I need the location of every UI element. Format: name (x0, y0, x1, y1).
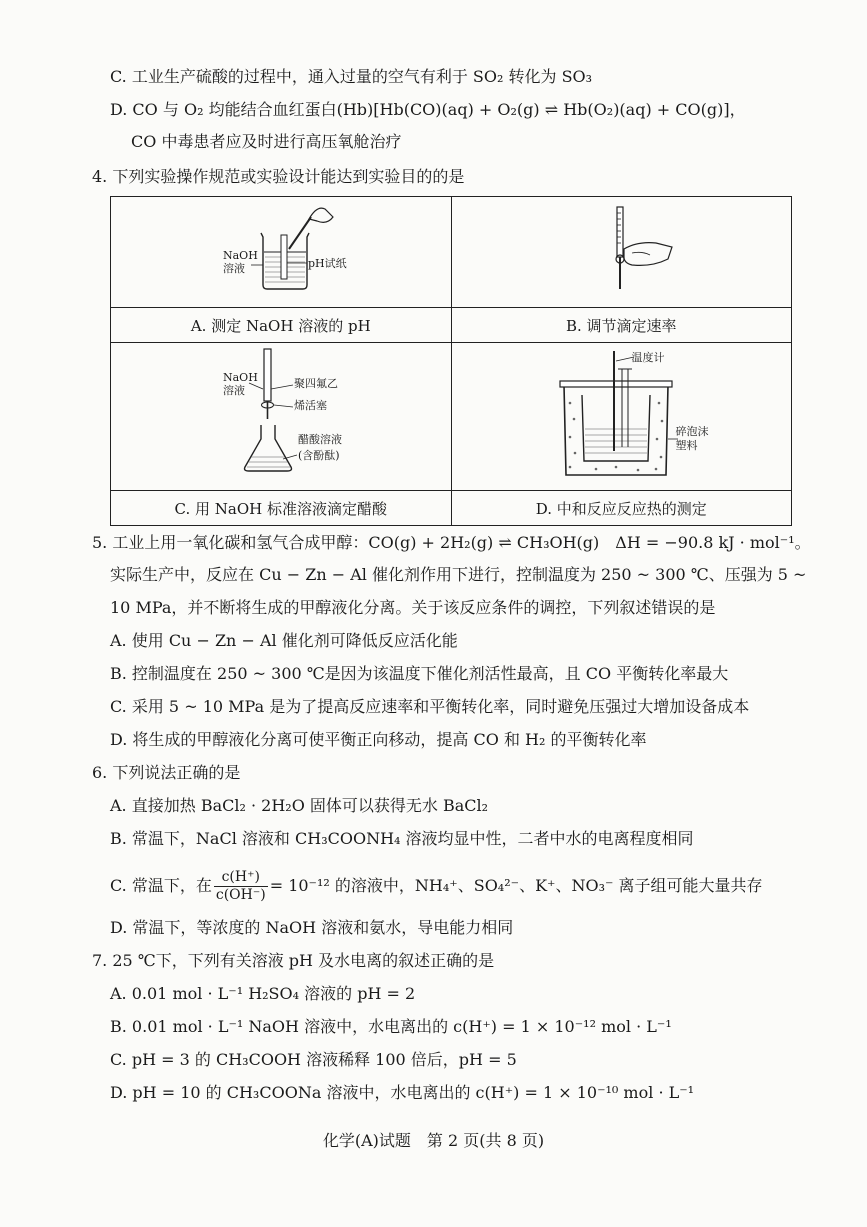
cell-b-figure (451, 197, 792, 308)
calorimeter-figure (456, 343, 786, 486)
q4-stem: 4. 下列实验操作规范或实验设计能达到实验目的的是 (92, 167, 465, 186)
q5-option-c: C. 采用 5 ~ 10 MPa 是为了提高反应速率和平衡转化率，同时避免压强过大增加设备成本 (110, 697, 750, 716)
fraction-numerator: c(H⁺) (214, 869, 268, 887)
page-footer: 化学(A)试题 第 2 页(共 8 页) (322, 1131, 545, 1150)
q5-option-a: A. 使用 Cu − Zn − Al 催化剂可降低反应活化能 (110, 631, 458, 650)
label-stopcock: 烯活塞 (294, 399, 327, 412)
q6-option-c-prefix: C. 常温下，在 (110, 876, 212, 895)
label-solution: 溶液 (223, 384, 245, 397)
ratio-fraction (214, 869, 268, 904)
q7-option-b: B. 0.01 mol · L⁻¹ NaOH 溶液中，水电离出的 c(H⁺) = 1 × 10⁻¹² mol · L⁻¹ (110, 1017, 672, 1036)
q6-option-c (110, 866, 763, 906)
q7-stem: 7. 25 ℃下，下列有关溶液 pH 及水电离的叙述正确的是 (92, 951, 495, 970)
q7-option-d: D. pH = 10 的 CH₃COONa 溶液中，水电离出的 c(H⁺) = 1 × 10⁻¹⁰ mol · L⁻¹ (110, 1083, 695, 1102)
q5-stem-line1: 5. 工业上用一氧化碳和氢气合成甲醇：CO(g) + 2H₂(g) ⇌ CH₃OH(g) ΔH = −90.8 kJ · mol⁻¹。 (92, 533, 811, 552)
burette-hand-figure (456, 197, 786, 303)
cell-a-caption: A. 测定 NaOH 溶液的 pH (111, 308, 452, 343)
fraction-denominator: c(OH⁻) (215, 887, 266, 903)
label-ph-paper: pH试纸 (308, 257, 347, 270)
label-naoh: NaOH (223, 249, 258, 262)
burette-flask-figure (111, 343, 451, 486)
beaker-ph-paper-figure (111, 197, 451, 303)
label-thermometer: 温度计 (631, 351, 665, 364)
cell-c-caption: C. 用 NaOH 标准溶液滴定醋酸 (111, 491, 452, 526)
q6-stem: 6. 下列说法正确的是 (92, 763, 241, 782)
label-naoh: NaOH (223, 371, 258, 384)
q5-stem-line2: 实际生产中，反应在 Cu − Zn − Al 催化剂作用下进行，控制温度为 250 ~ 300 ℃、压强为 5 ~ (110, 565, 807, 584)
q6-option-c-suffix: = 10⁻¹² 的溶液中，NH₄⁺、SO₄²⁻、K⁺、NO₃⁻ 离子组可能大量共存 (269, 876, 763, 895)
cell-c-figure (111, 343, 452, 491)
q5-stem-line3: 10 MPa，并不断将生成的甲醇液化分离。关于该反应条件的调控，下列叙述错误的是 (110, 598, 716, 617)
q6-option-b: B. 常温下，NaCl 溶液和 CH₃COONH₄ 溶液均显中性，二者中水的电离程度相同 (110, 829, 694, 848)
label-acetic-acid: 醋酸溶液 (298, 433, 342, 446)
label-plastic: 塑料 (675, 439, 698, 452)
label-ptfe: 聚四氟乙 (294, 377, 338, 390)
label-foam: 碎泡沫 (675, 425, 709, 438)
q7-option-a: A. 0.01 mol · L⁻¹ H₂SO₄ 溶液的 pH = 2 (110, 984, 416, 1003)
q7-option-c: C. pH = 3 的 CH₃COOH 溶液稀释 100 倍后，pH = 5 (110, 1050, 517, 1069)
q5-option-b: B. 控制温度在 250 ~ 300 ℃是因为该温度下催化剂活性最高，且 CO 平衡转化率最大 (110, 664, 729, 683)
label-solution: 溶液 (223, 262, 245, 275)
q6-option-a: A. 直接加热 BaCl₂ · 2H₂O 固体可以获得无水 BaCl₂ (110, 796, 489, 815)
label-phenolphthalein: (含酚酞) (298, 449, 340, 462)
q3-option-d-line1: D. CO 与 O₂ 均能结合血红蛋白(Hb)[Hb(CO)(aq) + O₂(g) ⇌ Hb(O₂)(aq) + CO(g)]， (110, 100, 746, 119)
q6-option-d: D. 常温下，等浓度的 NaOH 溶液和氨水，导电能力相同 (110, 918, 514, 937)
q5-option-d: D. 将生成的甲醇液化分离可使平衡正向移动，提高 CO 和 H₂ 的平衡转化率 (110, 730, 647, 749)
q3-option-d-line2: CO 中毒患者应及时进行高压氧舱治疗 (131, 132, 402, 151)
q3-option-c: C. 工业生产硫酸的过程中，通入过量的空气有利于 SO₂ 转化为 SO₃ (110, 67, 593, 86)
q4-experiment-table (110, 196, 792, 526)
cell-a-figure (111, 197, 452, 308)
cell-d-caption: D. 中和反应反应热的测定 (451, 491, 792, 526)
cell-d-figure (451, 343, 792, 491)
cell-b-caption: B. 调节滴定速率 (451, 308, 792, 343)
